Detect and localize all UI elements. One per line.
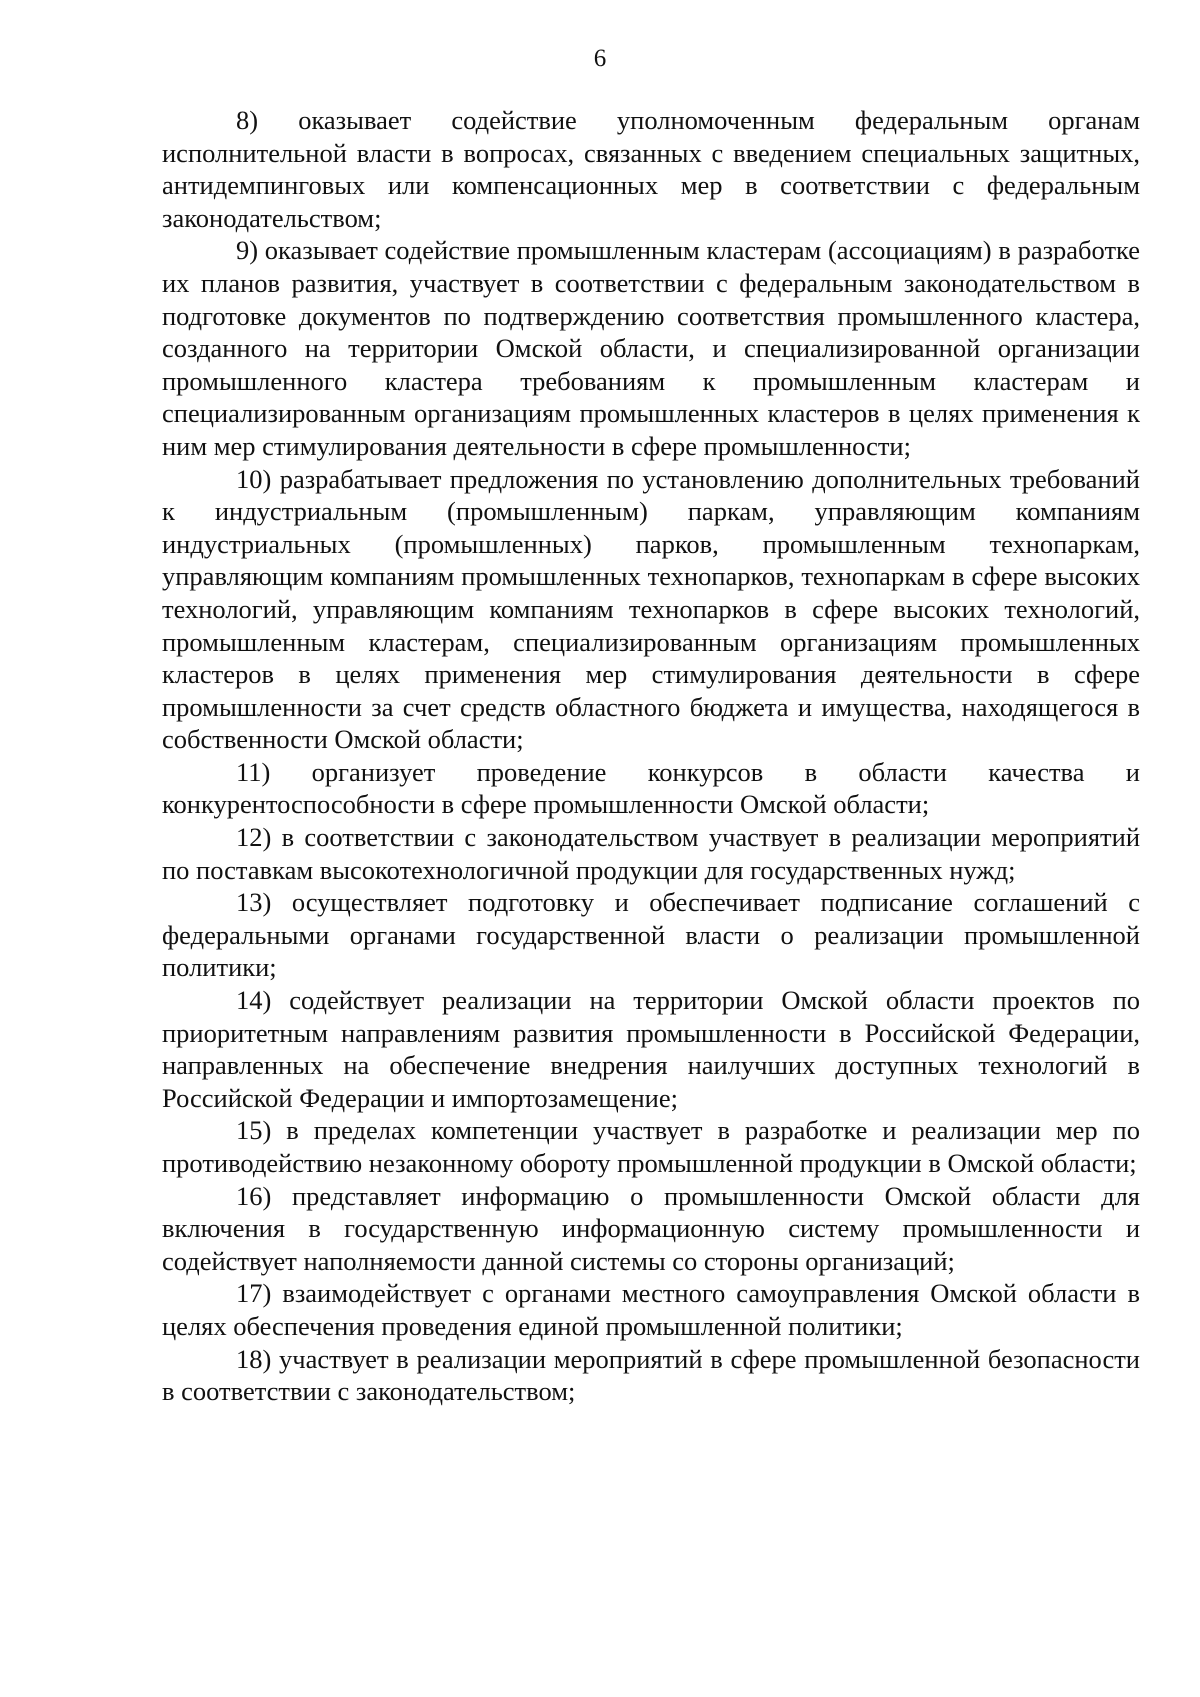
list-item: 11) организует проведение конкурсов в области качества и конкурентоспособности в сфере промышленности Омской области; [162,756,1140,820]
list-item: 12) в соответствии с законодательством участвует в реализации мероприятий по поставкам высокотехнологичной продукции для государственных нужд; [162,822,1140,885]
list-item: 13) осуществляет подготовку и обеспечивает подписание соглашений с федеральными органами государственной власти о реализации промышленной политики; [162,887,1140,983]
list-item: 8) оказывает содействие уполномоченным федеральным органам исполнительной власти в вопросах, связанных с введением специальных защитных, антидемпинговых или компенсационных мер в соответствии с федеральным законодательством; [162,105,1140,233]
page-number: 6 [593,45,607,72]
list-item: 9) оказывает содействие промышленным кластерам (ассоциациям) в разработке их планов развития, участвует в соответствии с федеральным законодательством в подготовке документов по подтверждению соответствия промышленного кластера, созданного на территории Омской области, и специализированной организации промышленного кластера требованиям к промышленным кластерам и специализированным организациям промышленных кластеров в целях применения к ним мер стимулирования деятельности в сфере промышленности; [162,235,1140,461]
list-item: 18) участвует в реализации мероприятий в сфере промышленной безопасности в соответствии с законодательством; [162,1343,1140,1407]
list-item: 16) представляет информацию о промышленности Омской области для включения в государственную информационную систему промышленности и содействует наполняемости данной системы со стороны организаций; [162,1180,1140,1276]
list-item: 10) разрабатывает предложения по установлению дополнительных требований к индустриальным (промышленным) паркам, управляющим компаниям индустриальных (промышленных) парков, промышленным технопаркам, управляющим компаниям промышленных технопарков, технопаркам в сфере высоких технологий, управляющим компаниям технопарков в сфере высоких технологий, промышленным кластерам, специализированным организациям промышленных кластеров в целях применения мер стимулирования деятельности в сфере промышленности за счет средств областного бюджета и имущества, находящегося в собственности Омской области; [162,463,1140,755]
list-item: 14) содействует реализации на территории Омской области проектов по приоритетным направлениям развития промышленности в Российской Федерации, направленных на обеспечение внедрения наилучших доступных технологий в Российской Федерации и импортозамещение; [162,985,1140,1113]
document-body [162,104,1140,1408]
list-item: 15) в пределах компетенции участвует в разработке и реализации мер по противодействию незаконному обороту промышленной продукции в Омской области; [162,1115,1140,1178]
list-item: 17) взаимодействует с органами местного самоуправления Омской области в целях обеспечения проведения единой промышленной политики; [162,1278,1140,1341]
